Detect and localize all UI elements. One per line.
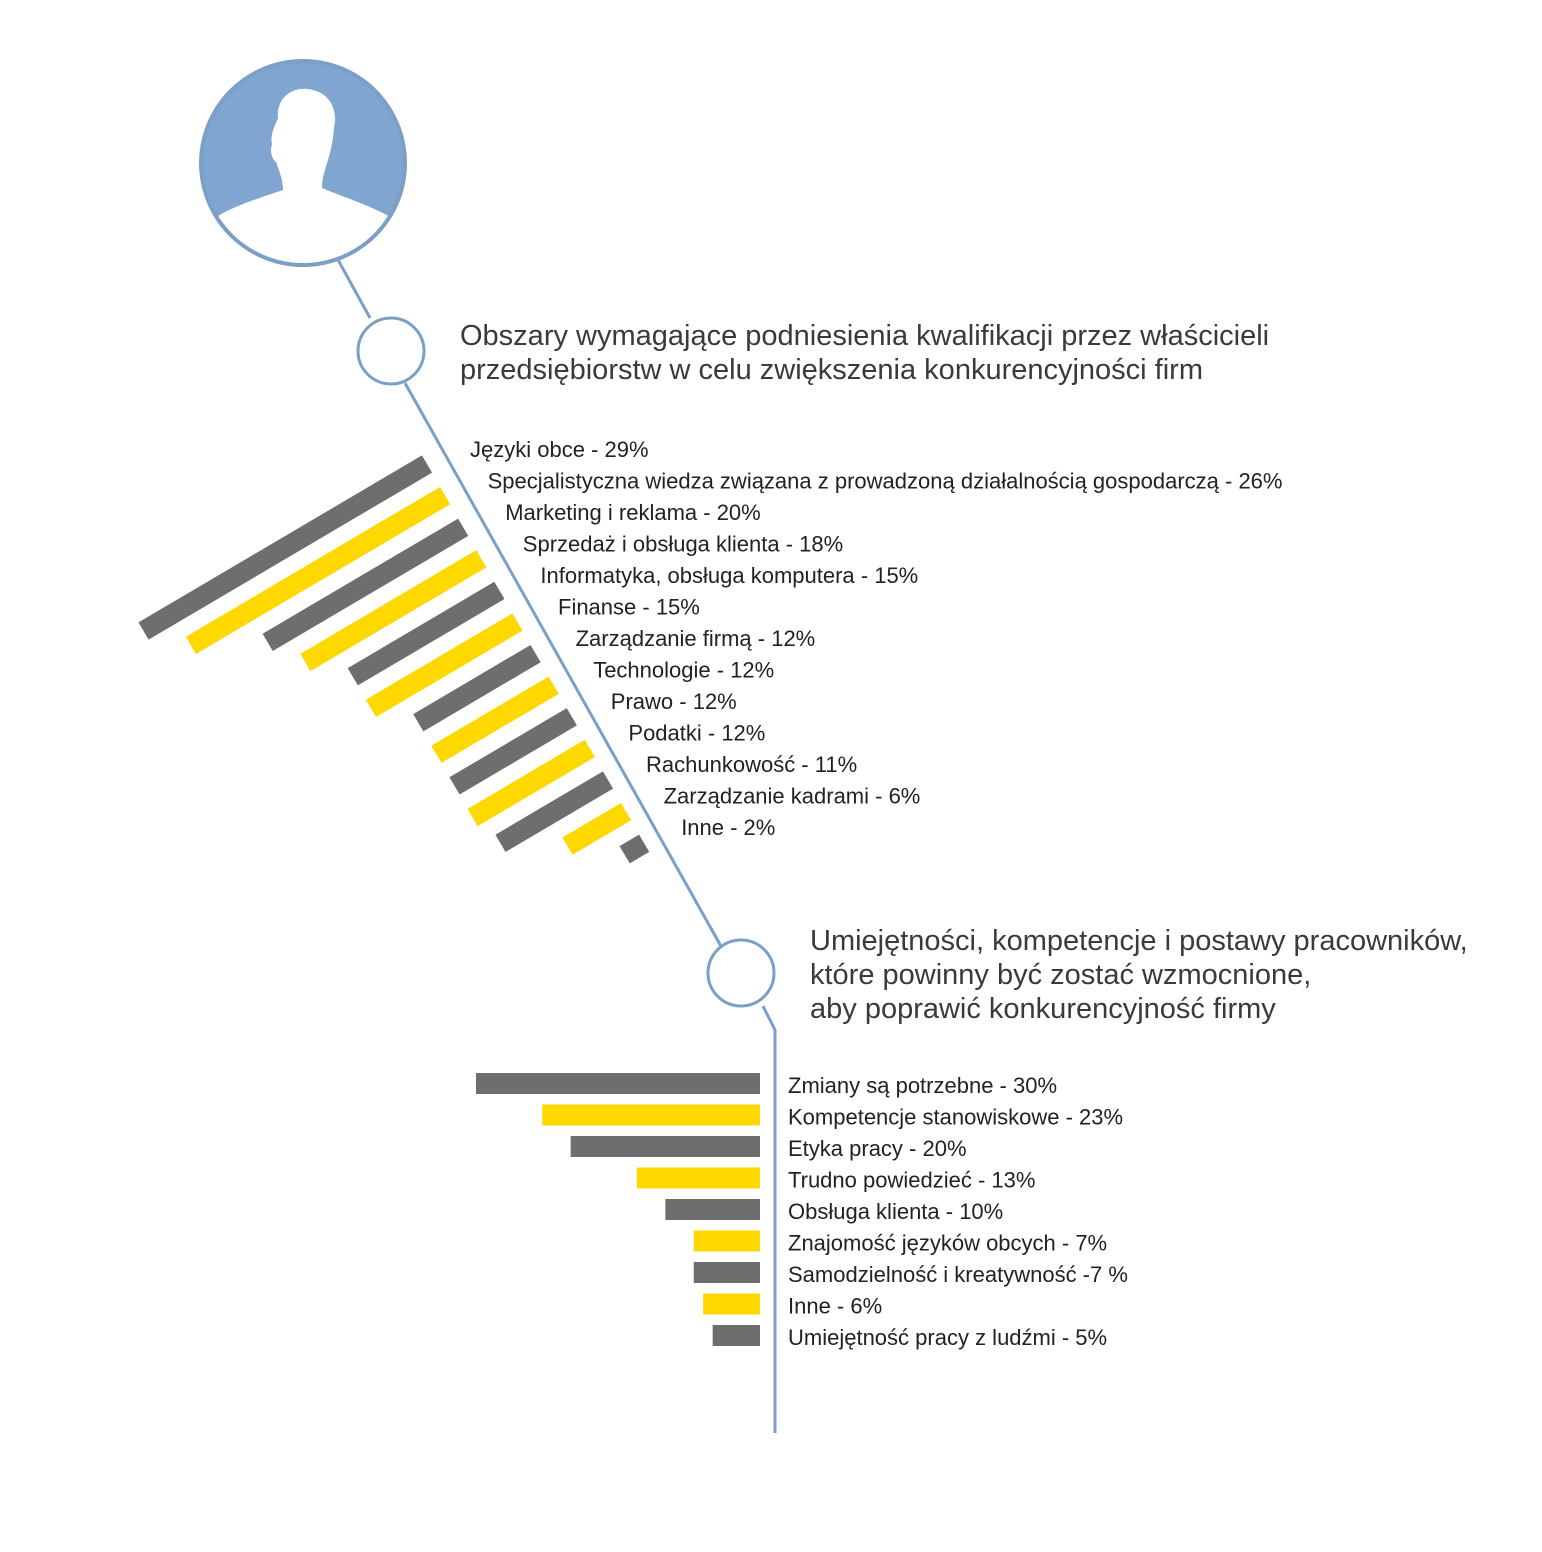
chart2-bar-label: Trudno powiedzieć - 13% (788, 1167, 1036, 1193)
chart1-bar-label: Podatki - 12% (628, 720, 766, 746)
chart2-bar-label: Umiejętność pracy z ludźmi - 5% (788, 1325, 1108, 1350)
person-silhouette-icon (201, 61, 405, 270)
chart1-bar-label: Rachunkowość - 11% (646, 752, 858, 777)
chart1-bar-label: Marketing i reklama - 20% (505, 500, 761, 525)
chart1-bar (625, 843, 645, 855)
chart1-bar-label: Specjalistyczna wiedza związana z prowadzoną działalnością gospodarczą - 26% (487, 468, 1283, 494)
chart1-bar-label: Zarządzanie firmą - 12% (575, 626, 816, 651)
chart1-bar-label: Sprzedaż i obsługa klienta - 18% (522, 531, 844, 557)
chart1-bar-label: Zarządzanie kadrami - 6% (663, 783, 921, 809)
chart1-bar-label: Prawo - 12% (610, 689, 737, 714)
chart1-bar-label: Technologie - 12% (593, 657, 775, 683)
chart1-bar-label: Języki obce - 29% (470, 437, 649, 462)
chart1-bar (567, 812, 626, 847)
section1-title: Obszary wymagające podniesienia kwalifikacji przez właścicieli przedsiębiorstw w celu zwiększenia konkurencyjności firm (460, 320, 1270, 386)
section2-node-circle (708, 940, 774, 1006)
chart1-bar (353, 590, 500, 676)
chart2-bars (476, 1073, 1128, 1350)
chart2-bar (571, 1136, 760, 1157)
chart1-bars (144, 437, 1283, 855)
chart2-bar-label: Etyka pracy - 20% (788, 1136, 967, 1161)
chart1-bar-label: Inne - 2% (681, 815, 776, 840)
chart2-bar (665, 1199, 760, 1220)
chart2-bar (476, 1073, 760, 1094)
chart1-bar (371, 622, 518, 708)
chart1-bar-label: Finanse - 15% (558, 594, 700, 620)
chart2-bar (637, 1168, 760, 1189)
timeline-line (337, 258, 775, 1433)
section1-node-circle (358, 318, 424, 384)
chart2-bar (694, 1262, 760, 1283)
section2-title: Umiejętności, kompetencje i postawy pracowników, które powinny być zostać wzmocnione, aby poprawić konkurencyjność firmy (810, 925, 1468, 1025)
chart2-bar-label: Samodzielność i kreatywność -7 % (788, 1262, 1128, 1287)
chart2-bar-label: Zmiany są potrzebne - 30% (788, 1073, 1058, 1098)
chart2-bar (542, 1105, 760, 1126)
chart1-bar-label: Informatyka, obsługa komputera - 15% (540, 563, 919, 588)
chart2-bar (694, 1231, 760, 1252)
chart2-bar-label: Znajomość języków obcych - 7% (788, 1230, 1108, 1256)
chart2-bar-label: Inne - 6% (788, 1293, 883, 1319)
chart2-bar (703, 1294, 760, 1315)
chart2-bar-label: Obsługa klienta - 10% (788, 1199, 1004, 1224)
chart2-bar-label: Kompetencje stanowiskowe - 23% (788, 1104, 1124, 1130)
chart2-bar (713, 1325, 760, 1346)
